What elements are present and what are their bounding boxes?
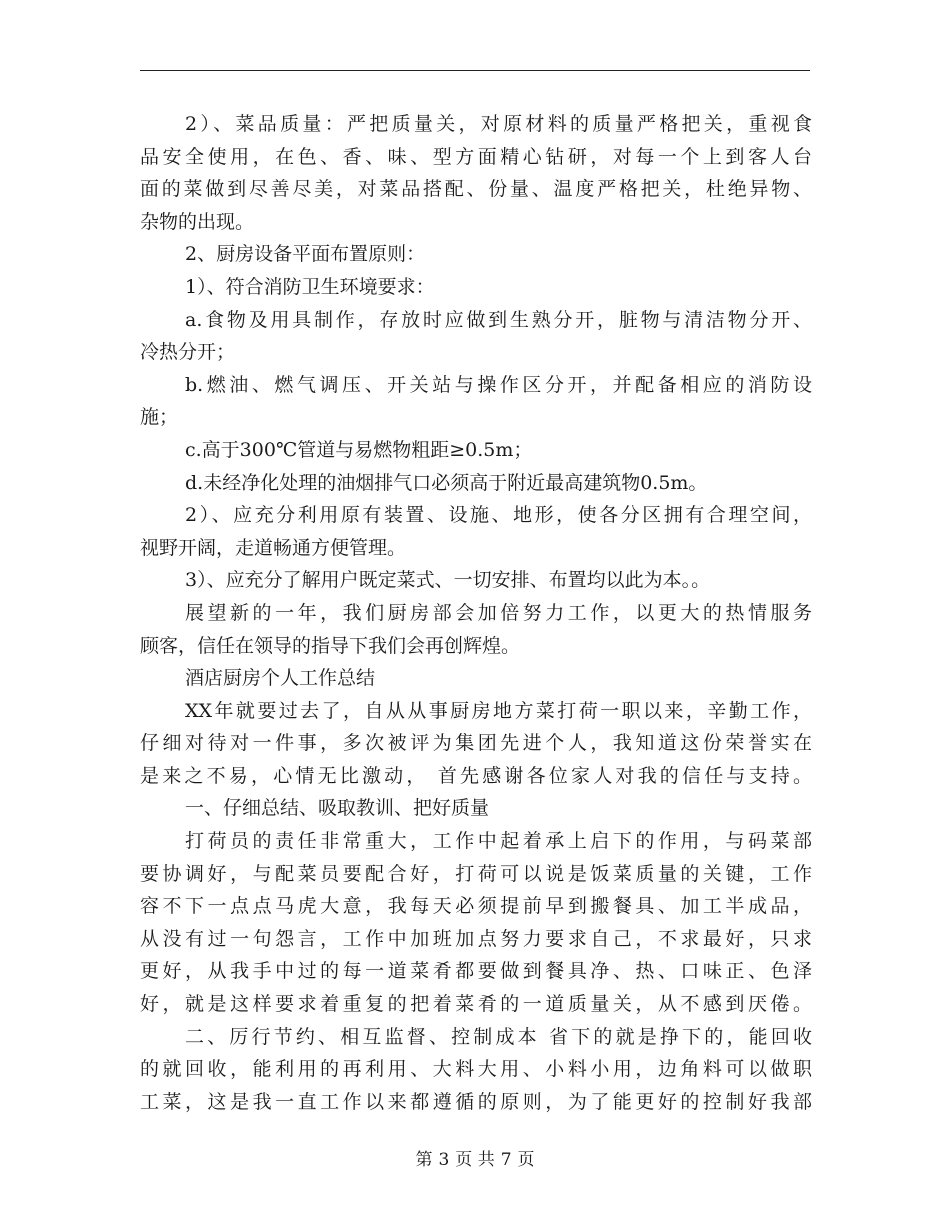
body-line: c.高于300℃管道与易燃物粗距≥0.5m； xyxy=(185,438,533,461)
body-line: 仔细对待对一件事，多次被评为集团先进个人，我知道这份荣誉实在 xyxy=(140,732,812,755)
body-line: 的就回收，能利用的再利用、大料大用、小料小用，边角料可以做职 xyxy=(140,1058,812,1081)
page-total: 7 xyxy=(500,1150,512,1170)
body-line: 1）、符合消防卫生环境要求： xyxy=(185,275,435,298)
section-heading: 2、厨房设备平面布置原则： xyxy=(185,243,426,266)
header-rule xyxy=(140,70,810,71)
body-line: 顾客，信任在领导的指导下我们会再创辉煌。 xyxy=(140,634,521,657)
body-line: 从没有过一句怨言，工作中加班加点努力要求自己，不求最好，只求 xyxy=(140,927,812,950)
footer-middle: 页 共 xyxy=(455,1150,495,1170)
body-line: 工菜，这是我一直工作以来都遵循的原则，为了能更好的控制好我部 xyxy=(140,1090,812,1113)
body-line: 杂物的出现。 xyxy=(140,210,255,233)
body-line: 要协调好，与配菜员要配合好，打荷可以说是饭菜质量的关键，工作 xyxy=(140,862,812,885)
body-line: a.食物及用具制作，存放时应做到生熟分开，脏物与清洁物分开、 xyxy=(185,308,812,331)
body-line: 2）、菜品质量：严把质量关，对原材料的质量严格把关，重视食 xyxy=(185,113,812,135)
body-line: 展望新的一年，我们厨房部会加倍努力工作，以更大的热情服务 xyxy=(185,601,812,624)
footer-suffix: 页 xyxy=(517,1150,535,1170)
body-line: 是来之不易，心情无比激动， 首先感谢各位家人对我的信任与支持。 xyxy=(140,764,812,787)
body-line: 打荷员的责任非常重大，工作中起着承上启下的作用，与码菜部 xyxy=(185,830,812,853)
body-line: d.未经净化处理的油烟排气口必须高于附近最高建筑物0.5m。 xyxy=(185,471,708,494)
body-line: 容不下一点点马虎大意，我每天必须提前早到搬餐具、加工半成品， xyxy=(140,895,812,918)
body-line: 冷热分开； xyxy=(140,341,236,364)
body-text xyxy=(140,108,812,1118)
body-line: b.燃油、燃气调压、开关站与操作区分开，并配备相应的消防设 xyxy=(185,373,812,396)
body-line: 3）、应充分了解用户既定菜式、一切安排、布置均以此为本。。 xyxy=(185,569,711,592)
body-line: 好，就是这样要求着重复的把着菜肴的一道质量关，从不感到厌倦。 xyxy=(140,993,812,1016)
section-heading: 一、仔细总结、吸取教训、把好质量 xyxy=(185,797,490,820)
body-line: 2）、应充分利用原有装置、设施、地形，使各分区拥有合理空间， xyxy=(185,504,812,527)
section-heading: 二、厉行节约、相互监督、控制成本 省下的就是挣下的，能回收 xyxy=(185,1025,812,1048)
body-line: 更好，从我手中过的每一道菜肴都要做到餐具净、热、口味正、色泽 xyxy=(140,960,812,983)
body-line: 施； xyxy=(140,406,179,429)
section-title: 酒店厨房个人工作总结 xyxy=(185,667,376,690)
body-line: XX年就要过去了，自从从事厨房地方菜打荷一职以来，辛勤工作， xyxy=(185,699,812,722)
footer-prefix: 第 xyxy=(415,1150,433,1170)
body-line: 视野开阔，走道畅通方便管理。 xyxy=(140,536,407,559)
body-line: 品安全使用，在色、香、味、型方面精心钻研，对每一个上到客人台 xyxy=(140,145,812,168)
page-number: 3 xyxy=(438,1150,450,1170)
body-line: 面的菜做到尽善尽美，对菜品搭配、份量、温度严格把关，杜绝异物、 xyxy=(140,178,812,201)
page-footer xyxy=(0,1148,950,1172)
